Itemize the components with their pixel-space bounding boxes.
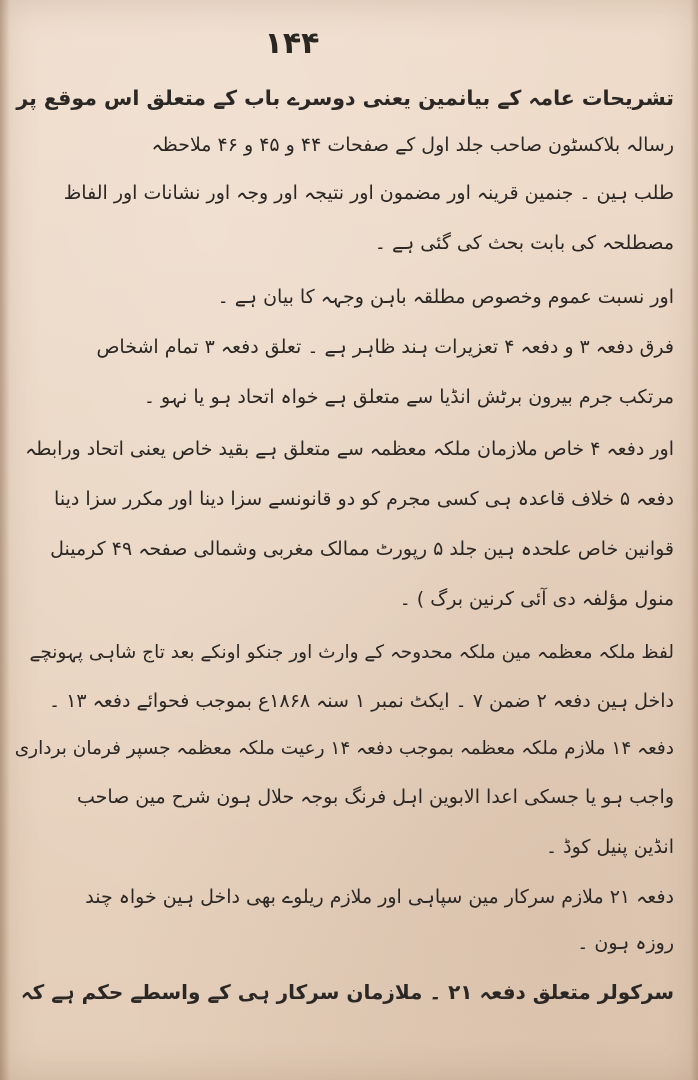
text-line: روزہ ہون ۔ [577, 932, 674, 954]
page-edge-shadow-right [690, 0, 698, 1080]
page-edge-shadow-left [0, 0, 10, 1080]
text-line: مرتکب جرم بیرون برٹش انڈیا سے متعلق ہے خواہ اتحاد ہو یا نہو ۔ [143, 386, 674, 408]
text-line: دفعہ ۵ خلاف قاعدہ ہی کسی مجرم کو دو قانونسے سزا دینا اور مکرر سزا دینا [54, 488, 674, 510]
text-line: قوانین خاص علحدہ ہین جلد ۵ رپورٹ ممالک مغربی وشمالی صفحہ ۴۹ کرمینل [50, 538, 674, 560]
text-line-closing: سرکولر متعلق دفعہ ۲۱ ۔ ملازمان سرکار ہی کے واسطے حکم ہے کہ [20, 980, 674, 1004]
text-line: دفعہ ۱۴ ملازم ملکہ معظمہ بموجب دفعہ ۱۴ رعیت ملکہ معظمہ جسپر فرمان برداری [14, 738, 674, 759]
text-line: فرق دفعہ ۳ و دفعہ ۴ تعزیرات ہند ظاہر ہے ۔ تعلق دفعہ ۳ تمام اشخاص [96, 336, 674, 358]
text-line: مصطلحہ کی بابت بحث کی گئی ہے ۔ [374, 232, 674, 254]
text-line: لفظ ملکہ معظمہ مین ملکہ محدوحہ کے وارث اور جنکو اونکے بعد تاج شاہی پہونچے [29, 642, 674, 663]
text-line: اور نسبت عموم وخصوص مطلقہ باہن وجہہ کا بیان ہے ۔ [217, 286, 674, 308]
text-line: اور دفعہ ۴ خاص ملازمان ملکہ معظمہ سے متعلق ہے بقید خاص یعنی اتحاد ورابطہ [25, 438, 674, 460]
text-line: رسالہ بلاکسٹون صاحب جلد اول کے صفحات ۴۴ و ۴۵ و ۴۶ ملاحظہ [151, 134, 674, 156]
text-line: واجب ہو یا جسکی اعدا الابوین اہل فرنگ بوجہ حلال ہون شرح مین صاحب [76, 786, 674, 808]
text-line: انڈین پنیل کوڈ ۔ [545, 836, 674, 858]
text-line: منول مؤلفہ دی آئی کرنین برگ ) ۔ [399, 588, 674, 610]
page-number: ۱۴۴ [264, 26, 320, 61]
text-line: دفعہ ۲۱ ملازم سرکار مین سپاہی اور ملازم ریلوے بھی داخل ہین خواہ چند [85, 886, 674, 908]
text-line-heading: تشریحات عامہ کے بیانمین یعنی دوسرے باب کے متعلق اس موقع پر [16, 86, 674, 110]
text-line: طلب ہین ۔ جنمین قرینہ اور مضمون اور نتیجہ اور وجہ اور نشانات اور الفاظ [63, 182, 674, 204]
body-text [14, 0, 674, 1080]
text-line: داخل ہین دفعہ ۲ ضمن ۷ ۔ ایکٹ نمبر ۱ سنہ ۱۸۶۸ع بموجب فحوائے دفعہ ۱۳ ۔ [48, 690, 674, 712]
